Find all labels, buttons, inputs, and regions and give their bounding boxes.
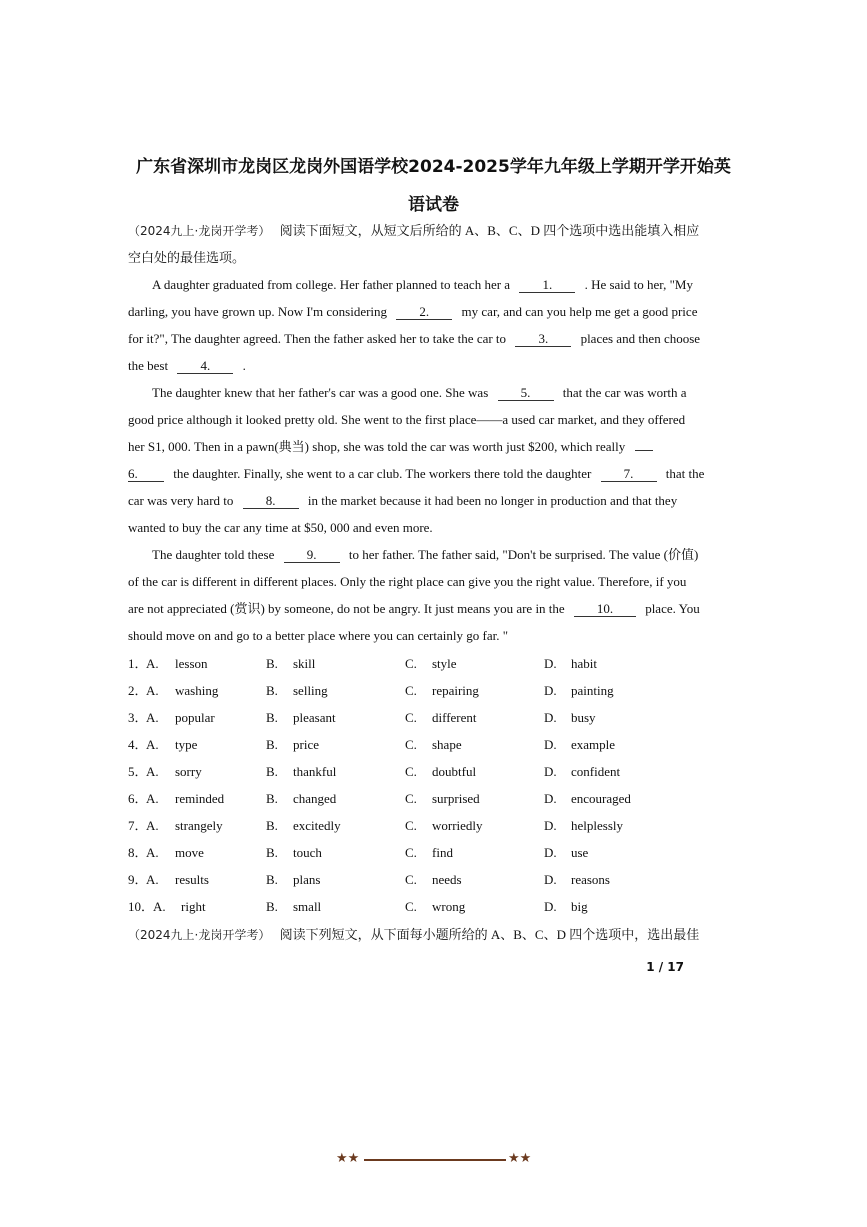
option-letter: A. <box>146 764 159 779</box>
option-letter: A. <box>146 818 159 833</box>
option-a: sorry <box>175 764 202 779</box>
option-a: move <box>175 845 204 860</box>
option-c: shape <box>432 737 462 752</box>
passage-line: good price although it looked pretty old. She went to the first place——a used car market, and they offered <box>128 412 686 427</box>
section1-instruction-line-2: 空白处的最佳选项。 <box>128 250 246 265</box>
blank-4: 4. <box>177 358 233 374</box>
option-a: lesson <box>175 656 208 671</box>
option-letter: D. <box>544 791 557 806</box>
option-a: washing <box>175 683 219 698</box>
option-c: different <box>432 710 477 725</box>
option-d: busy <box>571 710 596 725</box>
question-number: 6． <box>128 791 148 806</box>
question-row <box>128 709 688 727</box>
passage-line: A daughter graduated from college. Her father planned to teach her a 1. . He said to her, "My <box>152 277 693 292</box>
question-row <box>128 844 688 862</box>
option-letter: D. <box>544 737 557 752</box>
passage-line: 6. the daughter. Finally, she went to a car club. The workers there told the daughter 7. that the <box>128 466 705 481</box>
question-number: 2． <box>128 683 148 698</box>
option-letter: D. <box>544 818 557 833</box>
passage-line: darling, you have grown up. Now I'm considering 2. my car, and can you help me get a good price <box>128 304 698 319</box>
option-letter: A. <box>146 872 159 887</box>
section1-instruction: 阅读下面短文，从短文后所给的 A、B、C、D 四个选项中选出能填入相应 <box>279 223 700 238</box>
blank-2: 2. <box>396 304 452 320</box>
option-letter: D. <box>544 845 557 860</box>
passage-line: should move on and go to a better place where you can certainly go far. " <box>128 628 509 643</box>
section1-instruction-line-1 <box>128 222 699 240</box>
passage-line: The daughter told these 9. to her father. The father said, "Don't be surprised. The value (价值) <box>152 547 699 562</box>
question-number: 4． <box>128 737 148 752</box>
option-letter: C. <box>405 845 417 860</box>
option-letter: C. <box>405 683 417 698</box>
passage-line: the best 4. . <box>128 358 246 373</box>
question-row <box>128 790 688 808</box>
option-letter: B. <box>266 791 278 806</box>
section2-source: （2024九上·龙岗开学考） <box>128 928 271 942</box>
question-row <box>128 817 688 835</box>
option-letter: C. <box>405 818 417 833</box>
question-number: 1． <box>128 656 148 671</box>
option-d: confident <box>571 764 621 779</box>
option-letter: D. <box>544 683 557 698</box>
option-letter: B. <box>266 845 278 860</box>
passage-line: are not appreciated (赏识) by someone, do not be angry. It just means you are in the 10. place. You <box>128 601 700 616</box>
option-d: painting <box>571 683 614 698</box>
option-letter: C. <box>405 737 417 752</box>
option-letter: A. <box>146 656 159 671</box>
question-row <box>128 898 688 916</box>
option-c: wrong <box>432 899 466 914</box>
option-letter: A. <box>153 899 166 914</box>
option-letter: C. <box>405 899 417 914</box>
option-a: results <box>175 872 209 887</box>
option-b: pleasant <box>293 710 336 725</box>
option-b: changed <box>293 791 337 806</box>
question-number: 10． <box>128 899 155 914</box>
page-number: 1 / 17 <box>646 960 684 974</box>
option-b: plans <box>293 872 321 887</box>
option-a: strangely <box>175 818 223 833</box>
option-a: popular <box>175 710 215 725</box>
section1-source: （2024九上·龙岗开学考） <box>128 224 271 238</box>
option-b: thankful <box>293 764 337 779</box>
question-number: 3． <box>128 710 148 725</box>
blank-6-start <box>635 450 653 451</box>
option-c: style <box>432 656 457 671</box>
option-letter: B. <box>266 872 278 887</box>
option-letter: C. <box>405 872 417 887</box>
blank-5: 5. <box>498 385 554 401</box>
footer-star-icon: ★★ <box>336 1151 360 1166</box>
option-letter: A. <box>146 710 159 725</box>
option-b: touch <box>293 845 322 860</box>
option-letter: B. <box>266 764 278 779</box>
option-d: encouraged <box>571 791 631 806</box>
option-letter: D. <box>544 710 557 725</box>
passage-line: wanted to buy the car any time at $50, 000 and even more. <box>128 520 433 535</box>
footer-ornament <box>336 1150 532 1168</box>
option-a: reminded <box>175 791 225 806</box>
question-number: 5． <box>128 764 148 779</box>
document-title-line-1: 广东省深圳市龙岗区龙岗外国语学校2024-2025学年九年级上学期开学开始英 <box>136 157 731 177</box>
option-b: selling <box>293 683 328 698</box>
option-letter: A. <box>146 845 159 860</box>
option-b: excitedly <box>293 818 341 833</box>
passage-line: car was very hard to 8. in the market because it had been no longer in production and that they <box>128 493 678 508</box>
question-row <box>128 655 688 673</box>
question-number: 8． <box>128 845 148 860</box>
option-d: big <box>571 899 588 914</box>
option-letter: C. <box>405 656 417 671</box>
option-d: use <box>571 845 589 860</box>
option-letter: B. <box>266 818 278 833</box>
option-c: worriedly <box>432 818 483 833</box>
option-letter: C. <box>405 764 417 779</box>
option-d: example <box>571 737 616 752</box>
document-title-line-2: 语试卷 <box>408 195 459 215</box>
question-row <box>128 682 688 700</box>
passage-line: for it?", The daughter agreed. Then the father asked her to take the car to 3. places and then choose <box>128 331 701 346</box>
option-a: right <box>181 899 206 914</box>
footer-rule <box>364 1159 506 1161</box>
option-d: habit <box>571 656 597 671</box>
question-row <box>128 871 688 889</box>
blank-6: 6. <box>128 466 164 482</box>
question-row <box>128 736 688 754</box>
passage-line: her S1, 000. Then in a pawn(典当) shop, she was told the car was worth just $200, which really <box>128 438 653 456</box>
question-row <box>128 763 688 781</box>
option-letter: A. <box>146 683 159 698</box>
blank-8: 8. <box>243 493 299 509</box>
option-c: surprised <box>432 791 480 806</box>
option-letter: A. <box>146 791 159 806</box>
option-letter: B. <box>266 737 278 752</box>
option-c: find <box>432 845 453 860</box>
option-c: doubtful <box>432 764 477 779</box>
option-letter: C. <box>405 791 417 806</box>
option-letter: D. <box>544 899 557 914</box>
option-d: helplessly <box>571 818 623 833</box>
option-b: price <box>293 737 319 752</box>
option-b: small <box>293 899 322 914</box>
option-letter: C. <box>405 710 417 725</box>
option-a: type <box>175 737 198 752</box>
option-letter: B. <box>266 710 278 725</box>
blank-1: 1. <box>519 277 575 293</box>
option-b: skill <box>293 656 316 671</box>
option-letter: D. <box>544 764 557 779</box>
option-letter: D. <box>544 656 557 671</box>
option-letter: A. <box>146 737 159 752</box>
section2-instruction: （2024九上·龙岗开学考） 阅读下列短文，从下面每小题所给的 A、B、C、D 四个选项中，选出最佳 <box>128 927 700 942</box>
option-letter: B. <box>266 899 278 914</box>
blank-7: 7. <box>601 466 657 482</box>
footer-star-icon: ★★ <box>508 1151 532 1166</box>
option-letter: D. <box>544 872 557 887</box>
option-c: repairing <box>432 683 479 698</box>
blank-3: 3. <box>515 331 571 347</box>
passage-line: of the car is different in different places. Only the right place can give you the right value. Therefore, if you <box>128 574 687 589</box>
passage-line: The daughter knew that her father's car was a good one. She was 5. that the car was worth a <box>152 385 687 400</box>
option-c: needs <box>432 872 462 887</box>
blank-10: 10. <box>574 601 636 617</box>
option-d: reasons <box>571 872 610 887</box>
option-letter: B. <box>266 656 278 671</box>
question-number: 7． <box>128 818 148 833</box>
option-letter: B. <box>266 683 278 698</box>
question-number: 9． <box>128 872 148 887</box>
blank-9: 9. <box>284 547 340 563</box>
